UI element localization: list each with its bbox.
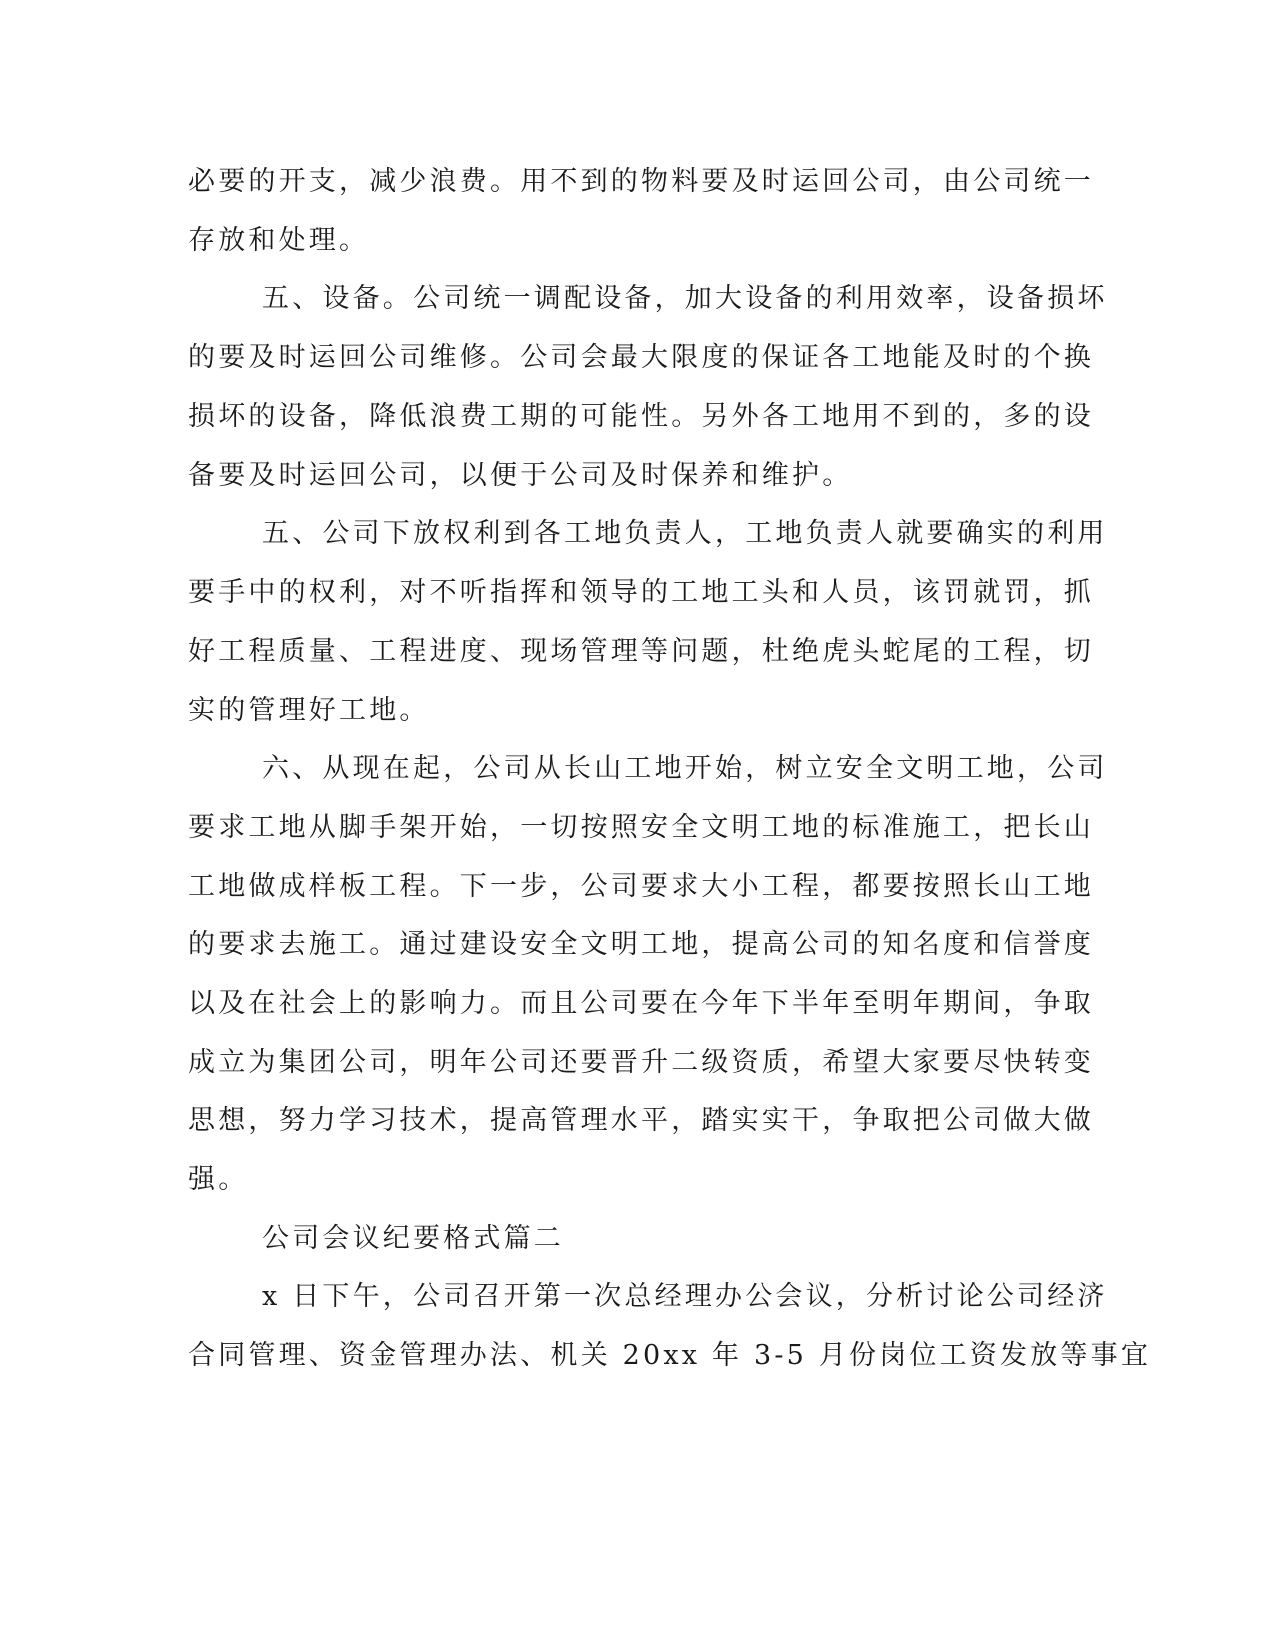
text-line: 好工程质量、工程进度、现场管理等问题，杜绝虎头蛇尾的工程，切 (188, 636, 1094, 667)
text-line: 损坏的设备，降低浪费工期的可能性。另外各工地用不到的，多的设 (188, 401, 1094, 432)
text-line: 强。 (188, 1164, 249, 1195)
text-line: 要手中的权利，对不听指挥和领导的工地工头和人员，该罚就罚，抓 (188, 577, 1094, 608)
text-line: 实的管理好工地。 (188, 695, 430, 726)
text-line: 存放和处理。 (188, 225, 370, 256)
text-line: 备要及时运回公司，以便于公司及时保养和维护。 (188, 460, 853, 491)
text-line: 必要的开支，减少浪费。用不到的物料要及时运回公司，由公司统一 (188, 166, 1094, 197)
text-line: x 日下午，公司召开第一次总经理办公会议，分析讨论公司经济 (262, 1281, 1108, 1312)
text-line: 成立为集团公司，明年公司还要晋升二级资质，希望大家要尽快转变 (188, 1047, 1094, 1078)
text-line: 的要求去施工。通过建设安全文明工地，提高公司的知名度和信誉度 (188, 929, 1094, 960)
text-line: 五、设备。公司统一调配设备，加大设备的利用效率，设备损坏 (262, 283, 1108, 314)
text-line: 合同管理、资金管理办法、机关 20xx 年 3-5 月份岗位工资发放等事宜 (188, 1340, 1152, 1371)
text-line: 要求工地从脚手架开始，一切按照安全文明工地的标准施工，把长山 (188, 812, 1094, 843)
text-line: 工地做成样板工程。下一步，公司要求大小工程，都要按照长山工地 (188, 871, 1094, 902)
text-line: 六、从现在起，公司从长山工地开始，树立安全文明工地，公司 (262, 753, 1108, 784)
text-line: 的要及时运回公司维修。公司会最大限度的保证各工地能及时的个换 (188, 342, 1094, 373)
text-line: 五、公司下放权利到各工地负责人，工地负责人就要确实的利用 (262, 518, 1108, 549)
section-heading: 公司会议纪要格式篇二 (262, 1223, 564, 1254)
text-line: 思想，努力学习技术，提高管理水平，踏实实干，争取把公司做大做 (188, 1105, 1094, 1136)
text-line: 以及在社会上的影响力。而且公司要在今年下半年至明年期间，争取 (188, 988, 1094, 1019)
